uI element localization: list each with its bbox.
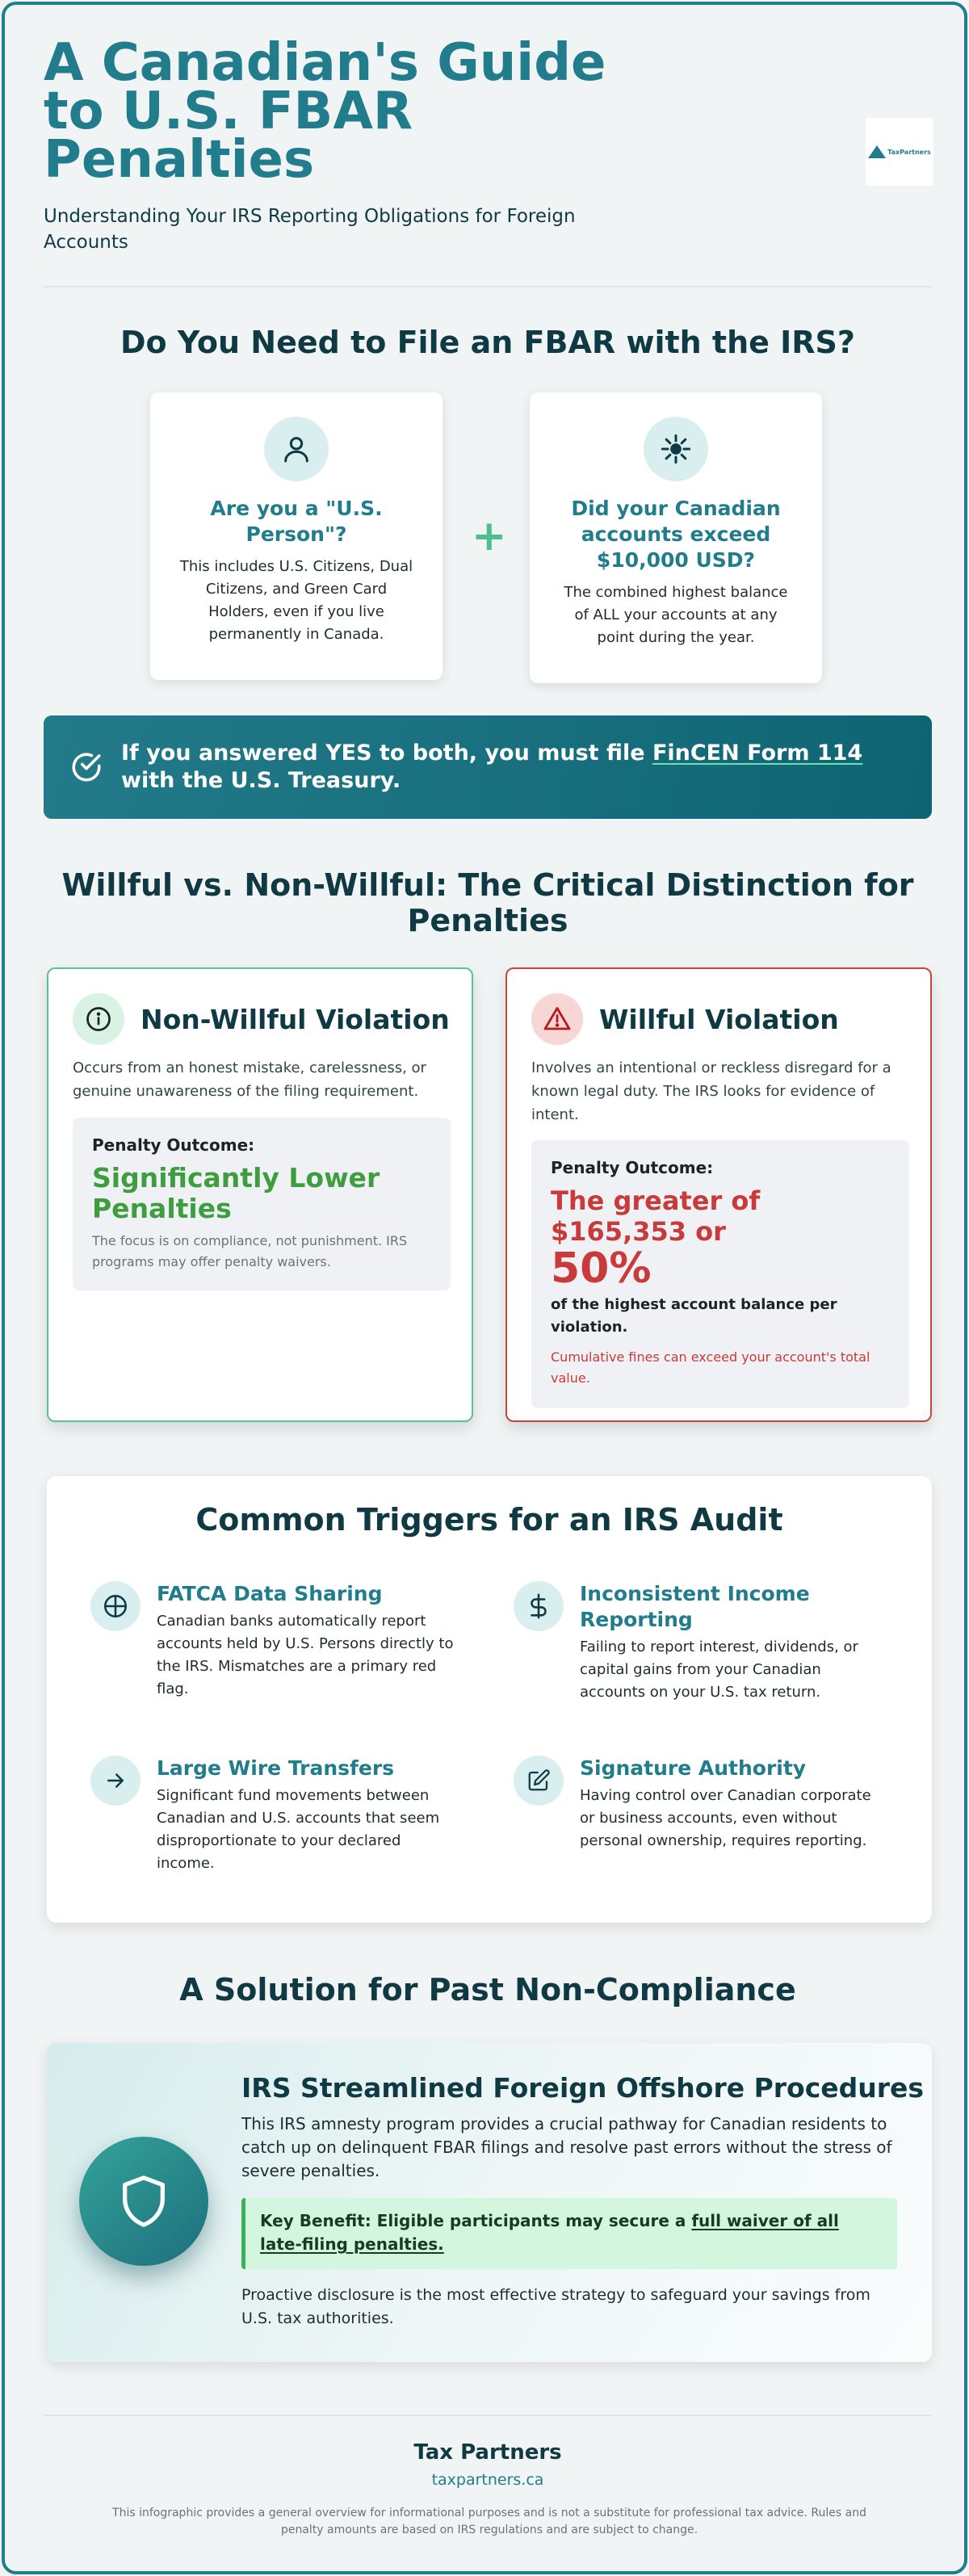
divider	[44, 286, 932, 287]
page-title: A Canadian's Guide to U.S. FBAR Penalties	[44, 33, 606, 190]
solution-footer-text: Proactive disclosure is the most effective strategy to safeguard your savings from U.S. tax authorities.	[241, 2286, 870, 2327]
violations-heading: Willful vs. Non-Willful: The Critical Distinction for Penalties	[61, 867, 914, 938]
non-willful-outcome: Significantly Lower Penalties	[92, 1162, 380, 1224]
edit-icon	[514, 1756, 564, 1806]
check-circle-icon	[69, 750, 103, 784]
eligibility-heading: Do You Need to File an FBAR with the IRS?	[120, 325, 855, 360]
solution-title: IRS Streamlined Foreign Offshore Procedures	[241, 2072, 925, 2104]
sun-icon	[644, 417, 708, 481]
warning-icon	[531, 993, 583, 1045]
willful-outcome-box	[531, 1140, 909, 1408]
logo-text: TaxPartners	[887, 148, 931, 156]
page-subtitle: Understanding Your IRS Reporting Obligations for Foreign Accounts	[44, 206, 576, 253]
trigger-text: Significant fund movements between Canadian and U.S. accounts that seem disproportionate to your declared income.	[157, 1787, 440, 1872]
threshold-title: Did your Canadian accounts exceed $10,000 USD?	[571, 497, 781, 572]
divider	[44, 2414, 932, 2416]
trigger-text: Having control over Canadian corporate or business accounts, even without personal ownership, requires reporting.	[580, 1787, 871, 1849]
trigger-item	[90, 1581, 462, 1701]
willful-desc: Involves an intentional or reckless disregard for a known legal duty. The IRS looks for evidence of intent.	[531, 1059, 891, 1123]
trigger-item	[90, 1756, 462, 1875]
triggers-heading: Common Triggers for an IRS Audit	[195, 1502, 783, 1538]
willful-outcome-desc: of the highest account balance per violation.	[551, 1296, 837, 1336]
trigger-text: Canadian banks automatically report accounts held by U.S. Persons directly to the IRS. Mismatches are a primary red flag.	[157, 1613, 454, 1697]
shield-icon	[79, 2137, 208, 2266]
fincen-form-link[interactable]: FinCEN Form 114	[652, 740, 863, 766]
willful-note: Cumulative fines can exceed your account's total value.	[551, 1349, 870, 1386]
footer-disclaimer: This infographic provides a general overview for informational purposes and is not a substitute for professional tax advice. Rules and penalty amounts are based on IRS regulations and are subject to change.	[112, 2507, 866, 2536]
willful-outcome: The greater of $165,353 or	[551, 1185, 761, 1247]
dollar-icon	[514, 1581, 564, 1631]
non-willful-outcome-box	[73, 1118, 451, 1290]
filing-requirement-banner	[44, 715, 932, 819]
non-willful-card	[47, 967, 473, 1422]
willful-card	[505, 967, 932, 1422]
willful-percentage: 50%	[551, 1244, 652, 1293]
footer-company-name: Tax Partners	[413, 2440, 562, 2465]
trigger-title: Inconsistent Income Reporting	[580, 1582, 810, 1631]
logo-triangle-icon	[868, 145, 886, 158]
trigger-item	[514, 1756, 885, 1852]
outcome-label: Penalty Outcome:	[551, 1158, 714, 1177]
plus-sign: +	[472, 512, 507, 560]
banner-text: If you answered YES to both, you must file FinCEN Form 114 with the U.S. Treasury.	[121, 740, 863, 793]
us-person-title: Are you a "U.S. Person"?	[210, 497, 383, 546]
footer-website-link[interactable]: taxpartners.ca	[431, 2471, 544, 2489]
non-willful-note: The focus is on compliance, not punishment. IRS programs may offer penalty waivers.	[92, 1233, 408, 1269]
arrow-right-icon	[90, 1756, 141, 1806]
outcome-label: Penalty Outcome:	[92, 1135, 255, 1155]
person-icon	[264, 417, 329, 481]
solution-panel	[47, 2043, 932, 2362]
us-person-text: This includes U.S. Citizens, Dual Citizens, and Green Card Holders, even if you live permanently in Canada.	[179, 558, 413, 643]
trigger-title: Large Wire Transfers	[157, 1756, 395, 1780]
solution-text: This IRS amnesty program provides a crucial pathway for Canadian residents to catch up on delinquent FBAR filings and resolve past errors without the stress of severe penalties.	[241, 2114, 892, 2180]
willful-title: Willful Violation	[599, 1003, 839, 1035]
company-logo	[866, 118, 933, 186]
solution-heading: A Solution for Past Non-Compliance	[179, 1972, 796, 2008]
trigger-item	[514, 1581, 885, 1704]
trigger-text: Failing to report interest, dividends, or capital gains from your Canadian accounts on your U.S. tax return.	[580, 1638, 858, 1701]
threshold-card	[530, 392, 822, 683]
penalty-waiver-link[interactable]: full waiver of all late-filing penalties.	[260, 2211, 839, 2254]
audit-triggers-panel	[47, 1476, 932, 1923]
non-willful-desc: Occurs from an honest mistake, carelessness, or genuine unawareness of the filing requirement.	[73, 1059, 426, 1100]
key-benefit-callout: Key Benefit: Eligible participants may secure a full waiver of all late-filing penalties.	[241, 2198, 897, 2269]
trigger-title: FATCA Data Sharing	[157, 1582, 383, 1605]
info-icon	[73, 993, 124, 1045]
globe-icon	[90, 1581, 141, 1631]
us-person-card	[150, 392, 443, 680]
infographic-frame	[2, 2, 967, 2574]
threshold-text: The combined highest balance of ALL your accounts at any point during the year.	[564, 584, 788, 646]
trigger-title: Signature Authority	[580, 1756, 807, 1780]
non-willful-title: Non-Willful Violation	[141, 1003, 450, 1035]
